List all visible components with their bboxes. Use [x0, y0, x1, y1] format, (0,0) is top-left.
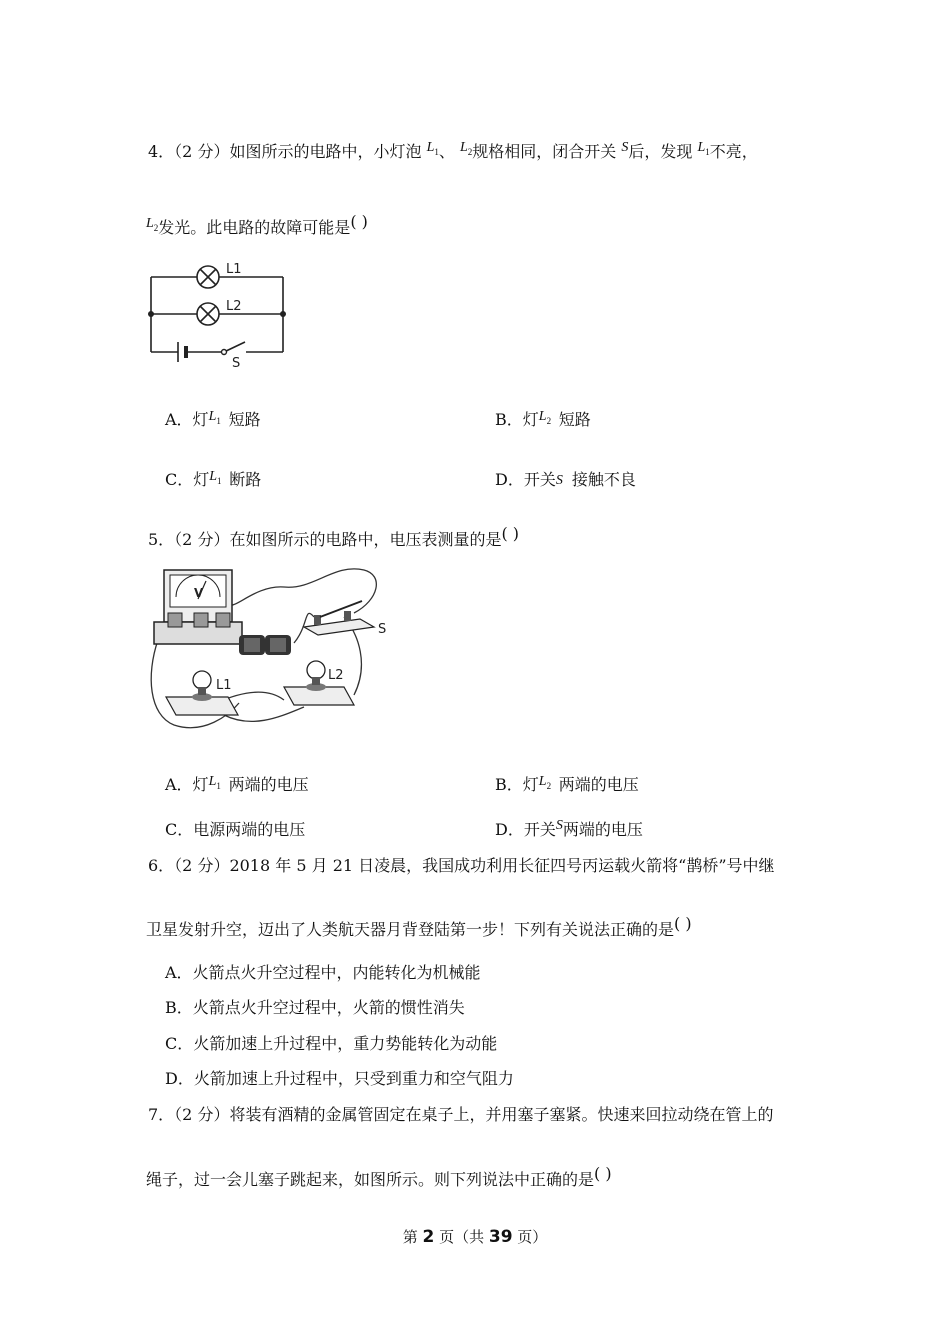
symbol-s: S: [621, 140, 629, 155]
symbol-l2: $L_2$: [459, 140, 473, 157]
page-total: 39: [488, 1227, 513, 1247]
label-l1: L1: [226, 262, 242, 277]
q4-option-c[interactable]: C．灯 $L_1$ 断路: [165, 469, 262, 489]
battery-pack: [239, 635, 291, 655]
voltmeter: [154, 570, 242, 644]
answer-paren: ( ): [350, 212, 368, 231]
lamp-l2-symbol: [197, 303, 219, 325]
page-number: 2: [422, 1227, 435, 1247]
answer-paren: ( ): [501, 524, 520, 543]
q6-line2: 卫星发射升空，迈出了人类航天器月背登陆第一步！下列有关说法正确的是( ): [146, 914, 692, 939]
junction-dot: [148, 311, 154, 317]
q5-option-a[interactable]: A．灯 $L_1$ 两端的电压: [165, 774, 309, 794]
meter-label-v: V: [194, 586, 204, 600]
q4-number: 4．（2 分）: [148, 142, 230, 161]
junction-dot: [280, 311, 286, 317]
q5-stem: 5．（2 分）在如图所示的电路中，电压表测量的是( ): [148, 524, 520, 549]
symbol-l1: $L_1$: [697, 140, 710, 157]
q5-option-d[interactable]: D．开关S两端的电压: [495, 818, 643, 839]
q7-line2: 绳子，过一会儿塞子跳起来，如图所示。则下列说法中正确的是( ): [146, 1164, 612, 1189]
q5-number: 5．（2 分）: [148, 530, 230, 549]
symbol-l1: $L_1$: [426, 140, 439, 157]
q4-line1: 4．（2 分）如图所示的电路中，小灯泡 $L_1$、 $L_2$规格相同，闭合开关 S后，发现 $L_1$不亮，: [148, 140, 758, 161]
symbol-s: S: [555, 818, 563, 833]
q6-option-b[interactable]: B．火箭点火升空过程中，火箭的惯性消失: [165, 998, 465, 1017]
lamp-l1-symbol: [197, 266, 219, 288]
label-l1: L1: [216, 678, 232, 693]
q6-option-d[interactable]: D．火箭加速上升过程中，只受到重力和空气阻力: [165, 1069, 514, 1088]
label-s: S: [232, 356, 241, 371]
label-l2: L2: [226, 299, 242, 314]
page-footer: 第 2 页（共 39 页）: [402, 1227, 548, 1247]
q6-line1: 6．（2 分）2018 年 5 月 21 日凌晨，我国成功利用长征四号丙运载火箭将“鹊桥”号中继: [148, 856, 775, 875]
q4-option-d[interactable]: D．开关 S 接触不良: [495, 470, 636, 489]
switch-device: [304, 601, 374, 635]
answer-paren: ( ): [674, 914, 692, 933]
q4-option-b[interactable]: B．灯 $L_2$ 短路: [495, 409, 591, 429]
q4-line2: $L_2$发光。此电路的故障可能是( ): [146, 212, 368, 237]
label-s: S: [378, 622, 387, 637]
q6-option-c[interactable]: C．火箭加速上升过程中，重力势能转化为动能: [165, 1034, 498, 1053]
answer-paren: ( ): [594, 1164, 612, 1183]
q4-option-a[interactable]: A．灯 $L_1$ 短路: [165, 409, 261, 429]
symbol-l2: $L_2$: [146, 216, 159, 233]
q5-option-b[interactable]: B．灯 $L_2$ 两端的电压: [495, 774, 639, 794]
battery-symbol: [178, 342, 186, 362]
q6-option-a[interactable]: A．火箭点火升空过程中，内能转化为机械能: [165, 963, 481, 982]
switch-pivot: [222, 350, 227, 355]
q5-option-c[interactable]: C．电源两端的电压: [165, 820, 306, 839]
q7-line1: 7．（2 分）将装有酒精的金属管固定在桌子上，并用塞子塞紧。快速来回拉动绕在管上的: [148, 1105, 774, 1124]
q5-circuit-picture: [144, 565, 390, 735]
label-l2: L2: [328, 668, 344, 683]
q4-circuit-diagram: [140, 252, 300, 380]
